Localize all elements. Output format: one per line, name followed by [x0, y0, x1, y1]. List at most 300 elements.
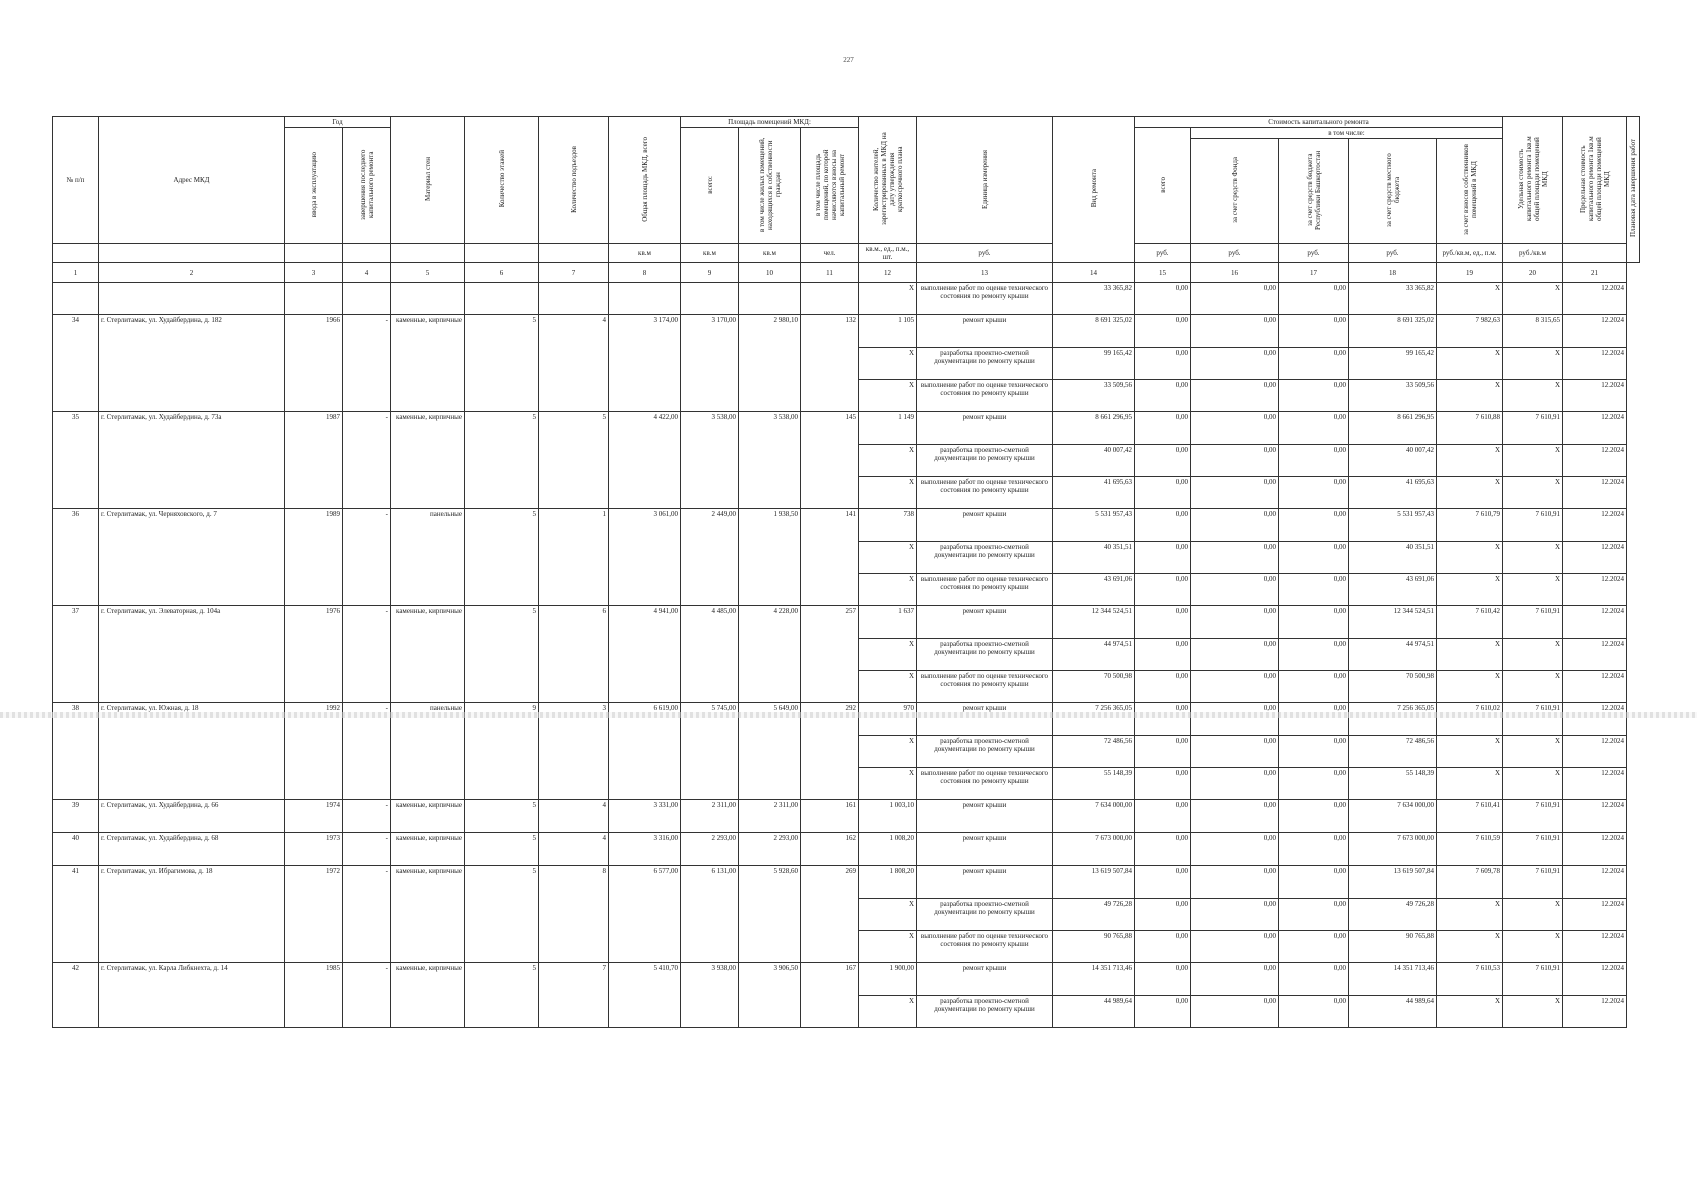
- cell-total-area: [609, 996, 681, 1028]
- cell-cost-fund: 0,00: [1135, 931, 1191, 963]
- cell-premises-residential: [739, 639, 801, 671]
- cell-cost-local: 0,00: [1279, 380, 1349, 412]
- cell-floors: 5: [465, 412, 539, 445]
- cell-residents: 141: [801, 509, 859, 542]
- cell-cost-republic: 0,00: [1191, 639, 1279, 671]
- cell-entrances: 4: [539, 833, 609, 866]
- cell-unit-value: 1 149: [859, 412, 917, 445]
- cell-entrances: 6: [539, 606, 609, 639]
- cell-deadline: 12.2024: [1563, 348, 1627, 380]
- cell-total-area: [609, 348, 681, 380]
- cell-row-number: [53, 574, 99, 606]
- cell-entrances: 4: [539, 315, 609, 348]
- cell-entrances: [539, 542, 609, 574]
- cell-premises-residential: [739, 283, 801, 315]
- cell-cost-local: 0,00: [1279, 509, 1349, 542]
- cell-wall-material: [391, 380, 465, 412]
- cell-residents: 269: [801, 866, 859, 899]
- cell-premises-total: [681, 639, 739, 671]
- cell-cost-total: 13 619 507,84: [1053, 866, 1135, 899]
- cell-address: [99, 380, 285, 412]
- cell-wall-material: [391, 574, 465, 606]
- cell-work-type: ремонт крыши: [917, 315, 1053, 348]
- cell-unit-cost: 7 609,78: [1437, 866, 1503, 899]
- cell-unit-cost: X: [1437, 283, 1503, 315]
- cell-residents: [801, 445, 859, 477]
- cell-max-cost: X: [1503, 574, 1563, 606]
- cell-wall-material: [391, 996, 465, 1028]
- cell-premises-residential: [739, 477, 801, 509]
- cell-premises-residential: [739, 574, 801, 606]
- cell-premises-total: 3 938,00: [681, 963, 739, 996]
- cell-work-type: выполнение работ по оценке технического состояния по ремонту крыши: [917, 574, 1053, 606]
- cell-row-number: [53, 671, 99, 703]
- cell-year-last-repair: [343, 931, 391, 963]
- cell-deadline: 12.2024: [1563, 703, 1627, 736]
- cell-floors: [465, 283, 539, 315]
- cell-premises-total: 2 293,00: [681, 833, 739, 866]
- cell-address: г. Стерлитамак, ул. Элеваторная, д. 104а: [99, 606, 285, 639]
- cell-year-last-repair: [343, 380, 391, 412]
- cell-work-type: разработка проектно-сметной документации по ремонту крыши: [917, 899, 1053, 931]
- colnum: 12: [859, 263, 917, 283]
- cell-cost-fund: 0,00: [1135, 283, 1191, 315]
- cell-cost-fund: 0,00: [1135, 996, 1191, 1028]
- header-wall-material: Материал стен: [423, 157, 432, 201]
- cell-cost-fund: 0,00: [1135, 768, 1191, 800]
- header-num: № п/п: [53, 117, 99, 244]
- cell-cost-total: 14 351 713,46: [1053, 963, 1135, 996]
- cell-wall-material: [391, 931, 465, 963]
- cell-floors: [465, 380, 539, 412]
- cell-work-type: ремонт крыши: [917, 963, 1053, 996]
- cell-residents: 161: [801, 800, 859, 833]
- cell-cost-total: 70 500,98: [1053, 671, 1135, 703]
- cell-year-commission: 1989: [285, 509, 343, 542]
- table-row: [53, 800, 1640, 833]
- cell-cost-total: 55 148,39: [1053, 768, 1135, 800]
- cell-total-area: 3 316,00: [609, 833, 681, 866]
- table-body: [53, 283, 1640, 1028]
- table-row: [53, 380, 1640, 412]
- cell-deadline: 12.2024: [1563, 606, 1627, 639]
- cell-address: [99, 768, 285, 800]
- cell-cost-republic: 0,00: [1191, 380, 1279, 412]
- column-numbers-row: [53, 263, 1640, 283]
- cell-max-cost: 8 315,65: [1503, 315, 1563, 348]
- cell-year-commission: 1974: [285, 800, 343, 833]
- cell-year-commission: [285, 996, 343, 1028]
- cell-cost-total: 33 509,56: [1053, 380, 1135, 412]
- colnum: 16: [1191, 263, 1279, 283]
- cell-cost-republic: 0,00: [1191, 509, 1279, 542]
- cell-cost-local: 0,00: [1279, 283, 1349, 315]
- cell-year-last-repair: [343, 445, 391, 477]
- cell-unit-cost: X: [1437, 380, 1503, 412]
- cell-cost-republic: 0,00: [1191, 574, 1279, 606]
- cell-cost-total: 43 691,06: [1053, 574, 1135, 606]
- cell-year-last-repair: [343, 768, 391, 800]
- cell-year-commission: [285, 283, 343, 315]
- cell-cost-local: 0,00: [1279, 315, 1349, 348]
- cell-year-commission: [285, 931, 343, 963]
- cell-unit-cost: X: [1437, 899, 1503, 931]
- colnum: 9: [681, 263, 739, 283]
- cell-unit-value: X: [859, 283, 917, 315]
- unit-area: кв.м: [609, 244, 681, 263]
- cell-deadline: 12.2024: [1563, 671, 1627, 703]
- cell-floors: 5: [465, 866, 539, 899]
- cell-premises-total: 4 485,00: [681, 606, 739, 639]
- header-deadline: Плановая дата завершения работ: [1629, 139, 1637, 238]
- cell-address: г. Стерлитамак, ул. Худайбердина, д. 66: [99, 800, 285, 833]
- colnum: 19: [1437, 263, 1503, 283]
- table-row: [53, 996, 1640, 1028]
- cell-deadline: 12.2024: [1563, 315, 1627, 348]
- cell-wall-material: [391, 736, 465, 768]
- cell-entrances: 7: [539, 963, 609, 996]
- cell-cost-republic: 0,00: [1191, 445, 1279, 477]
- table-row: [53, 283, 1640, 315]
- unit-cost-owners: руб.: [1349, 244, 1437, 263]
- cell-total-area: [609, 477, 681, 509]
- cell-year-commission: 1973: [285, 833, 343, 866]
- cell-deadline: 12.2024: [1563, 477, 1627, 509]
- cell-total-area: [609, 380, 681, 412]
- cell-premises-total: 3 538,00: [681, 412, 739, 445]
- cell-year-last-repair: -: [343, 963, 391, 996]
- cell-wall-material: каменные, кирпичные: [391, 606, 465, 639]
- cell-cost-total: 8 661 296,95: [1053, 412, 1135, 445]
- unit-measure: кв.м., ед., п.м., шт.: [859, 244, 917, 263]
- cell-work-type: разработка проектно-сметной документации по ремонту крыши: [917, 996, 1053, 1028]
- cell-floors: [465, 996, 539, 1028]
- cell-premises-residential: [739, 380, 801, 412]
- cell-cost-fund: 0,00: [1135, 639, 1191, 671]
- cell-premises-residential: 4 228,00: [739, 606, 801, 639]
- cell-cost-local: 0,00: [1279, 348, 1349, 380]
- cell-row-number: [53, 542, 99, 574]
- unit-premises-total: кв.м: [681, 244, 739, 263]
- cell-unit-cost: X: [1437, 931, 1503, 963]
- table-row: [53, 542, 1640, 574]
- cell-entrances: [539, 996, 609, 1028]
- cell-cost-owners: 55 148,39: [1349, 768, 1437, 800]
- unit-cost-fund: руб.: [1135, 244, 1191, 263]
- cell-address: г. Стерлитамак, ул. Карла Либкнехта, д. 14: [99, 963, 285, 996]
- cell-premises-total: [681, 931, 739, 963]
- cell-cost-local: 0,00: [1279, 833, 1349, 866]
- cell-unit-cost: 7 610,88: [1437, 412, 1503, 445]
- cell-premises-total: 6 131,00: [681, 866, 739, 899]
- unit-cost-total: руб.: [917, 244, 1053, 263]
- cell-year-commission: [285, 380, 343, 412]
- cell-residents: [801, 996, 859, 1028]
- cell-row-number: 37: [53, 606, 99, 639]
- cell-cost-owners: 12 344 524,51: [1349, 606, 1437, 639]
- cell-entrances: [539, 639, 609, 671]
- cell-total-area: [609, 445, 681, 477]
- cell-year-last-repair: -: [343, 509, 391, 542]
- header-entrances: Количество подъездов: [569, 145, 578, 213]
- cell-cost-owners: 44 974,51: [1349, 639, 1437, 671]
- cell-max-cost: 7 610,91: [1503, 606, 1563, 639]
- unit-people: чел.: [801, 244, 859, 263]
- cell-unit-value: 738: [859, 509, 917, 542]
- cell-premises-residential: 3 538,00: [739, 412, 801, 445]
- cell-unit-cost: X: [1437, 768, 1503, 800]
- cell-max-cost: X: [1503, 931, 1563, 963]
- cell-year-commission: [285, 477, 343, 509]
- cell-premises-residential: 5 649,00: [739, 703, 801, 736]
- cell-cost-total: 40 007,42: [1053, 445, 1135, 477]
- cell-address: [99, 996, 285, 1028]
- cell-cost-local: 0,00: [1279, 931, 1349, 963]
- cell-unit-cost: X: [1437, 671, 1503, 703]
- cell-total-area: [609, 899, 681, 931]
- cell-year-last-repair: -: [343, 833, 391, 866]
- cell-cost-total: 7 634 000,00: [1053, 800, 1135, 833]
- cell-entrances: [539, 736, 609, 768]
- cell-floors: 5: [465, 606, 539, 639]
- header-work-type: Вид ремонта: [1089, 169, 1098, 208]
- cell-total-area: 6 577,00: [609, 866, 681, 899]
- colnum: 20: [1503, 263, 1563, 283]
- cell-work-type: разработка проектно-сметной документации по ремонту крыши: [917, 542, 1053, 574]
- cell-max-cost: 7 610,91: [1503, 800, 1563, 833]
- cell-cost-local: 0,00: [1279, 736, 1349, 768]
- cell-cost-local: 0,00: [1279, 639, 1349, 671]
- cell-total-area: [609, 768, 681, 800]
- cell-year-last-repair: [343, 542, 391, 574]
- cell-work-type: ремонт крыши: [917, 412, 1053, 445]
- cell-year-last-repair: [343, 671, 391, 703]
- register-table-wrapper: [52, 116, 1640, 1028]
- cell-year-last-repair: [343, 639, 391, 671]
- cell-year-last-repair: -: [343, 800, 391, 833]
- cell-unit-value: 1 003,10: [859, 800, 917, 833]
- cell-cost-total: 41 695,63: [1053, 477, 1135, 509]
- cell-cost-owners: 70 500,98: [1349, 671, 1437, 703]
- cell-address: г. Стерлитамак, ул. Черняховского, д. 7: [99, 509, 285, 542]
- cell-total-area: 4 422,00: [609, 412, 681, 445]
- cell-row-number: [53, 931, 99, 963]
- cell-cost-total: 7 673 000,00: [1053, 833, 1135, 866]
- cell-wall-material: [391, 899, 465, 931]
- cell-total-area: [609, 283, 681, 315]
- cell-cost-total: 44 974,51: [1053, 639, 1135, 671]
- cell-cost-owners: 43 691,06: [1349, 574, 1437, 606]
- colnum: 6: [465, 263, 539, 283]
- cell-residents: 167: [801, 963, 859, 996]
- cell-year-commission: 1976: [285, 606, 343, 639]
- cell-premises-residential: [739, 542, 801, 574]
- cell-work-type: ремонт крыши: [917, 606, 1053, 639]
- cell-deadline: 12.2024: [1563, 412, 1627, 445]
- cell-max-cost: 7 610,91: [1503, 963, 1563, 996]
- cell-year-last-repair: -: [343, 606, 391, 639]
- cell-entrances: 8: [539, 866, 609, 899]
- cell-cost-republic: 0,00: [1191, 833, 1279, 866]
- table-row: [53, 768, 1640, 800]
- cell-cost-local: 0,00: [1279, 963, 1349, 996]
- cell-cost-fund: 0,00: [1135, 899, 1191, 931]
- cell-cost-owners: 49 726,28: [1349, 899, 1437, 931]
- cell-residents: [801, 574, 859, 606]
- cell-entrances: [539, 671, 609, 703]
- cell-address: г. Стерлитамак, ул. Ибрагимова, д. 18: [99, 866, 285, 899]
- cell-total-area: [609, 671, 681, 703]
- cell-total-area: 3 061,00: [609, 509, 681, 542]
- cell-cost-fund: 0,00: [1135, 509, 1191, 542]
- cell-cost-owners: 7 673 000,00: [1349, 833, 1437, 866]
- cell-unit-cost: X: [1437, 477, 1503, 509]
- cell-year-commission: 1972: [285, 866, 343, 899]
- cell-premises-residential: [739, 348, 801, 380]
- header-cost-fund: за счет средств Фонда: [1230, 157, 1239, 223]
- cell-address: [99, 574, 285, 606]
- cell-premises-residential: 3 906,50: [739, 963, 801, 996]
- cell-row-number: [53, 348, 99, 380]
- cell-row-number: [53, 736, 99, 768]
- cell-address: [99, 542, 285, 574]
- cell-year-last-repair: -: [343, 315, 391, 348]
- cell-residents: 257: [801, 606, 859, 639]
- cell-floors: [465, 736, 539, 768]
- header-cost-republic: за счет средств бюджета Республики Башкортостан: [1305, 150, 1322, 230]
- cell-cost-owners: 14 351 713,46: [1349, 963, 1437, 996]
- cell-floors: 5: [465, 315, 539, 348]
- cell-row-number: 40: [53, 833, 99, 866]
- cell-total-area: 6 619,00: [609, 703, 681, 736]
- cell-row-number: [53, 899, 99, 931]
- cell-max-cost: X: [1503, 768, 1563, 800]
- cell-max-cost: X: [1503, 996, 1563, 1028]
- cell-address: г. Стерлитамак, ул. Худайбердина, д. 182: [99, 315, 285, 348]
- cell-deadline: 12.2024: [1563, 380, 1627, 412]
- unit-premises-residential: кв.м: [739, 244, 801, 263]
- cell-unit-value: 970: [859, 703, 917, 736]
- cell-work-type: ремонт крыши: [917, 833, 1053, 866]
- cell-cost-republic: 0,00: [1191, 768, 1279, 800]
- cell-cost-republic: 0,00: [1191, 671, 1279, 703]
- cell-total-area: 4 941,00: [609, 606, 681, 639]
- cell-premises-total: [681, 283, 739, 315]
- colnum: 15: [1135, 263, 1191, 283]
- cell-unit-value: X: [859, 768, 917, 800]
- colnum: 2: [99, 263, 285, 283]
- cell-year-last-repair: [343, 899, 391, 931]
- cell-cost-owners: 8 661 296,95: [1349, 412, 1437, 445]
- cell-wall-material: [391, 542, 465, 574]
- cell-address: [99, 899, 285, 931]
- cell-address: [99, 639, 285, 671]
- cell-max-cost: X: [1503, 283, 1563, 315]
- cell-cost-republic: 0,00: [1191, 963, 1279, 996]
- cell-premises-total: [681, 899, 739, 931]
- cell-work-type: выполнение работ по оценке технического состояния по ремонту крыши: [917, 477, 1053, 509]
- cell-work-type: разработка проектно-сметной документации по ремонту крыши: [917, 736, 1053, 768]
- cell-cost-local: 0,00: [1279, 477, 1349, 509]
- cell-deadline: 12.2024: [1563, 768, 1627, 800]
- cell-total-area: [609, 574, 681, 606]
- cell-cost-fund: 0,00: [1135, 315, 1191, 348]
- header-unit: Единица измерения: [980, 149, 989, 209]
- table-row: [53, 736, 1640, 768]
- cell-premises-total: [681, 445, 739, 477]
- capital-repair-table: [52, 116, 1640, 1028]
- cell-cost-republic: 0,00: [1191, 412, 1279, 445]
- cell-deadline: 12.2024: [1563, 800, 1627, 833]
- cell-residents: [801, 542, 859, 574]
- cell-cost-owners: 33 365,82: [1349, 283, 1437, 315]
- cell-residents: [801, 380, 859, 412]
- cell-residents: 162: [801, 833, 859, 866]
- cell-unit-value: 1 105: [859, 315, 917, 348]
- cell-floors: [465, 348, 539, 380]
- cell-row-number: 38: [53, 703, 99, 736]
- cell-floors: [465, 477, 539, 509]
- cell-wall-material: каменные, кирпичные: [391, 963, 465, 996]
- cell-cost-republic: 0,00: [1191, 931, 1279, 963]
- cell-cost-total: 99 165,42: [1053, 348, 1135, 380]
- cell-entrances: 1: [539, 509, 609, 542]
- cell-cost-republic: 0,00: [1191, 315, 1279, 348]
- cell-unit-cost: X: [1437, 542, 1503, 574]
- cell-cost-fund: 0,00: [1135, 477, 1191, 509]
- cell-floors: 5: [465, 833, 539, 866]
- cell-premises-residential: 2 311,00: [739, 800, 801, 833]
- cell-cost-republic: 0,00: [1191, 348, 1279, 380]
- cell-row-number: 42: [53, 963, 99, 996]
- cell-wall-material: [391, 348, 465, 380]
- cell-unit-cost: 7 610,42: [1437, 606, 1503, 639]
- cell-work-type: выполнение работ по оценке технического состояния по ремонту крыши: [917, 768, 1053, 800]
- cell-wall-material: [391, 671, 465, 703]
- header-premises-paid: в том числе площадь помещений, по которой начисляются взносы на капитальный ремонт: [813, 149, 846, 220]
- colnum: 1: [53, 263, 99, 283]
- cell-year-last-repair: -: [343, 866, 391, 899]
- cell-cost-fund: 0,00: [1135, 445, 1191, 477]
- cell-max-cost: X: [1503, 736, 1563, 768]
- cell-premises-residential: [739, 899, 801, 931]
- cell-year-last-repair: [343, 283, 391, 315]
- cell-work-type: выполнение работ по оценке технического состояния по ремонту крыши: [917, 931, 1053, 963]
- cell-premises-total: [681, 542, 739, 574]
- cell-deadline: 12.2024: [1563, 509, 1627, 542]
- cell-unit-value: X: [859, 380, 917, 412]
- header-premises-total: всего:: [705, 175, 714, 194]
- header-cost-local: за счет средств местного бюджета: [1384, 153, 1401, 227]
- cell-year-commission: [285, 671, 343, 703]
- cell-cost-owners: 40 007,42: [1349, 445, 1437, 477]
- cell-year-commission: 1985: [285, 963, 343, 996]
- cell-premises-total: [681, 736, 739, 768]
- cell-work-type: ремонт крыши: [917, 800, 1053, 833]
- cell-floors: 5: [465, 963, 539, 996]
- header-premises-residential: в том числе жилых помещений, находящихся в собственности граждан: [757, 137, 782, 232]
- cell-max-cost: X: [1503, 671, 1563, 703]
- header-year-group: Год: [285, 117, 391, 128]
- cell-floors: [465, 542, 539, 574]
- cell-floors: [465, 768, 539, 800]
- header-incl: в том числе:: [1191, 128, 1503, 139]
- cell-premises-residential: 2 980,10: [739, 315, 801, 348]
- cell-max-cost: 7 610,91: [1503, 509, 1563, 542]
- cell-cost-fund: 0,00: [1135, 412, 1191, 445]
- cell-unit-value: 1 900,00: [859, 963, 917, 996]
- cell-cost-owners: 8 691 325,02: [1349, 315, 1437, 348]
